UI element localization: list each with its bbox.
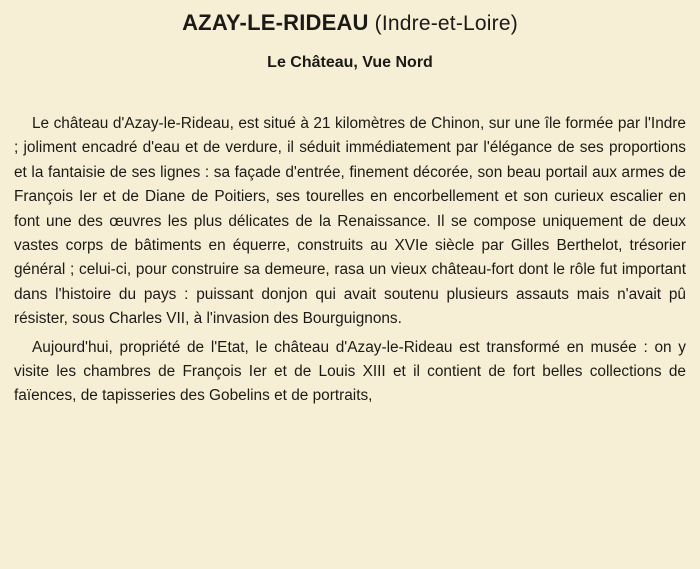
document-subtitle: Le Château, Vue Nord [267,54,433,71]
document-header [14,12,686,71]
document-body [14,112,686,409]
paragraph-2: Aujourd'hui, propriété de l'Etat, le château d'Azay-le-Rideau est transformé en musée : on y visite les chambres de François Ier et de Louis XIII et il contient de fort belles collections de faïences, de tapisseries des Gobelins et de portraits, [14,338,686,405]
document-region: (Indre-et-Loire) [374,12,518,35]
title-line [14,12,686,34]
document-title: AZAY-LE-RIDEAU [182,10,369,35]
paragraph-1: Le château d'Azay-le-Rideau, est situé à 21 kilomètres de Chinon, sur une île formée par l'Indre ; joliment encadré d'eau et de verdure, il séduit immédiatement par l'élégance de ses proportions et la fantaisie de ses lignes : sa façade d'entrée, finement décorée, son beau portail aux armes de François Ier et de Diane de Poitiers, ses tourelles en encorbellement et son curieux escalier en font une des œuvres les plus délicates de la Renaissance. Il se compose uniquement de deux vastes corps de bâtiments en équerre, construits au XVIe siècle par Gilles Berthelot, trésorier général ; celui-ci, pour construire sa demeure, rasa un vieux château-fort dont le rôle fut important dans l'histoire du pays : puissant donjon qui avait soutenu plusieurs assauts mais n'avait pû résister, sous Charles VII, à l'invasion des Bourguignons. [14,115,686,328]
